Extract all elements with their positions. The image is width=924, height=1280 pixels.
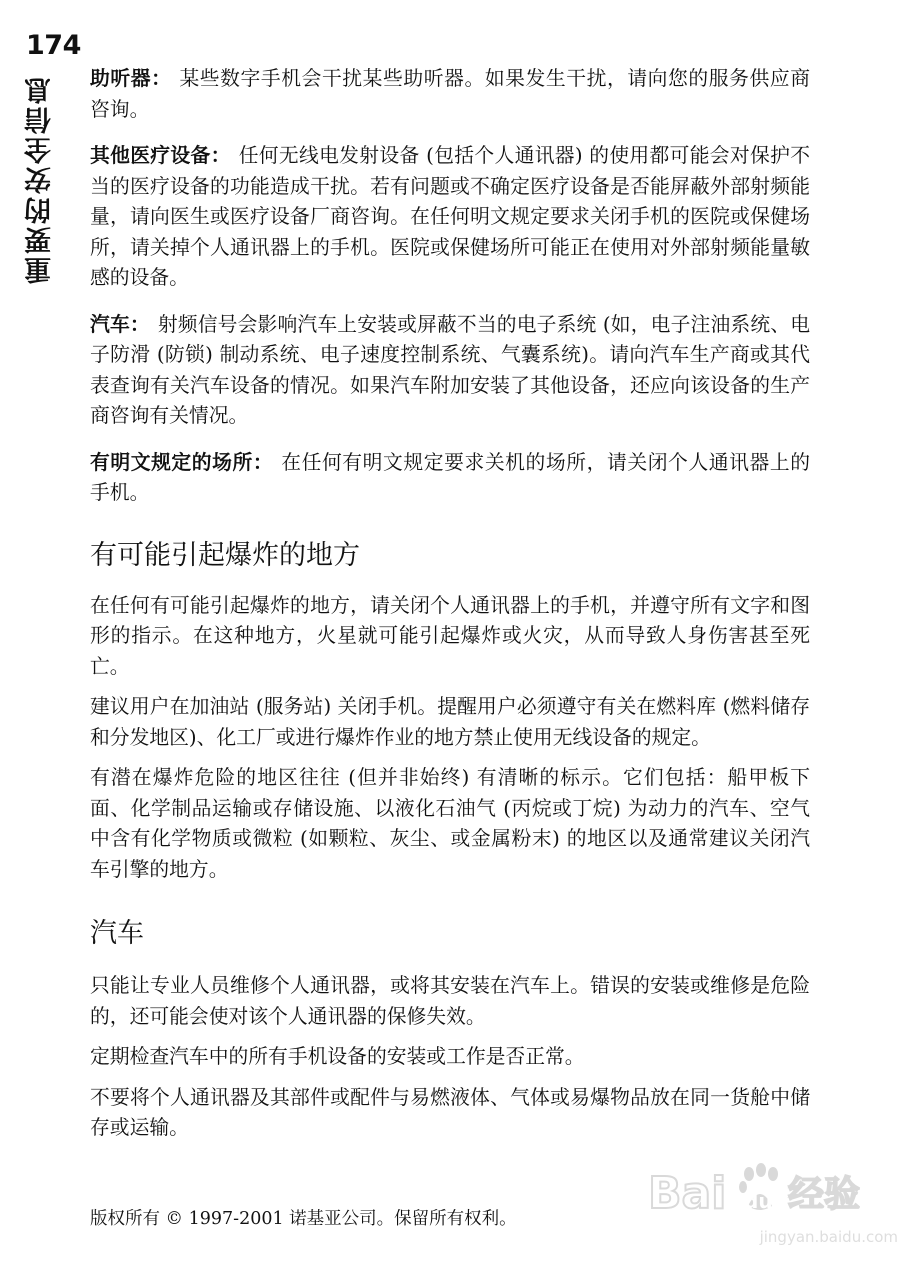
page-number: 174 bbox=[26, 30, 81, 61]
vehicles-paragraph-1: 只能让专业人员维修个人通讯器，或将其安装在汽车上。错误的安装或维修是危险的，还可能会使对该个人通讯器的保修失效。 bbox=[90, 974, 810, 1028]
baidu-jingyan-watermark bbox=[648, 1148, 898, 1263]
svg-text:经验: 经验 bbox=[788, 1174, 861, 1215]
baidu-logo-icon bbox=[648, 1160, 898, 1220]
copyright-footer: 版权所有 © 1997-2001 诺基亚公司。保留所有权利。 bbox=[90, 1209, 517, 1229]
hearing-aids-text: 某些数字手机会干扰某些助听器。如果发生干扰，请向您的服务供应商咨询。 bbox=[90, 67, 810, 121]
explosive-paragraph-3: 有潜在爆炸危险的地区往往 (但并非始终) 有清晰的标示。它们包括：船甲板下面、化学制品运输或存储设施、以液化石油气 (丙烷或丁烷) 为动力的汽车、空气中含有化学物质或微粒 (如颗粒、灰尘、或金属粉末) 的地区以及通常建议关闭汽车引擎的地方。 bbox=[90, 766, 810, 881]
vehicles-heading: 汽车 bbox=[90, 918, 144, 949]
explosive-paragraph-1: 在任何有可能引起爆炸的地方，请关闭个人通讯器上的手机，并遵守所有文字和图形的指示。在这种地方，火星就可能引起爆炸或火灾，从而导致人身伤害甚至死亡。 bbox=[90, 593, 810, 678]
section-side-title: 重要的安全信息 bbox=[25, 74, 56, 284]
svg-text:Bai: Bai bbox=[648, 1168, 727, 1219]
posted-facilities-term: 有明文规定的场所： bbox=[90, 450, 274, 474]
vehicles-paragraph-3: 不要将个人通讯器及其部件或配件与易燃液体、气体或易爆物品放在同一货舱中储存或运输。 bbox=[90, 1085, 810, 1139]
hearing-aids-paragraph bbox=[90, 64, 810, 125]
posted-facilities-paragraph bbox=[90, 448, 810, 509]
medical-devices-paragraph bbox=[90, 141, 810, 294]
explosive-heading: 有可能引起爆炸的地方 bbox=[90, 539, 360, 571]
document-body bbox=[90, 64, 810, 1154]
posted-facilities-text: 在任何有明文规定要求关机的场所，请关闭个人通讯器上的手机。 bbox=[90, 450, 810, 504]
vehicle-rf-paragraph bbox=[90, 310, 810, 432]
medical-devices-text: 任何无线电发射设备 (包括个人通讯器) 的使用都可能会对保护不当的医疗设备的功能造成干扰。若有问题或不确定医疗设备是否能屏蔽外部射频能量，请向医生或医疗设备厂商咨询。在任何明文规定要求关闭手机的医院或保健场所，请关掉个人通讯器上的手机。医院或保健场所可能正在使用对外部射频能量敏感的设备。 bbox=[90, 144, 810, 289]
vehicle-rf-text: 射频信号会影响汽车上安装或屏蔽不当的电子系统 (如，电子注油系统、电子防滑 (防锁) 制动系统、电子速度控制系统、气囊系统)。请向汽车生产商或其代表查询有关汽车设备的情况。如果汽车附加安装了其他设备，还应向该设备的生产商咨询有关情况。 bbox=[90, 312, 810, 427]
svg-text:du: du bbox=[744, 1189, 773, 1213]
explosive-paragraph-2: 建议用户在加油站 (服务站) 关闭手机。提醒用户必须遵守有关在燃料库 (燃料储存和分发地区)、化工厂或进行爆炸作业的地方禁止使用无线设备的规定。 bbox=[90, 695, 810, 749]
watermark-url: jingyan.baidu.com bbox=[759, 1228, 898, 1246]
vehicle-rf-term: 汽车： bbox=[90, 312, 150, 336]
hearing-aids-term: 助听器： bbox=[90, 67, 172, 90]
medical-devices-term: 其他医疗设备： bbox=[90, 144, 231, 167]
vehicles-paragraph-2: 定期检查汽车中的所有手机设备的安装或工作是否正常。 bbox=[90, 1045, 585, 1068]
